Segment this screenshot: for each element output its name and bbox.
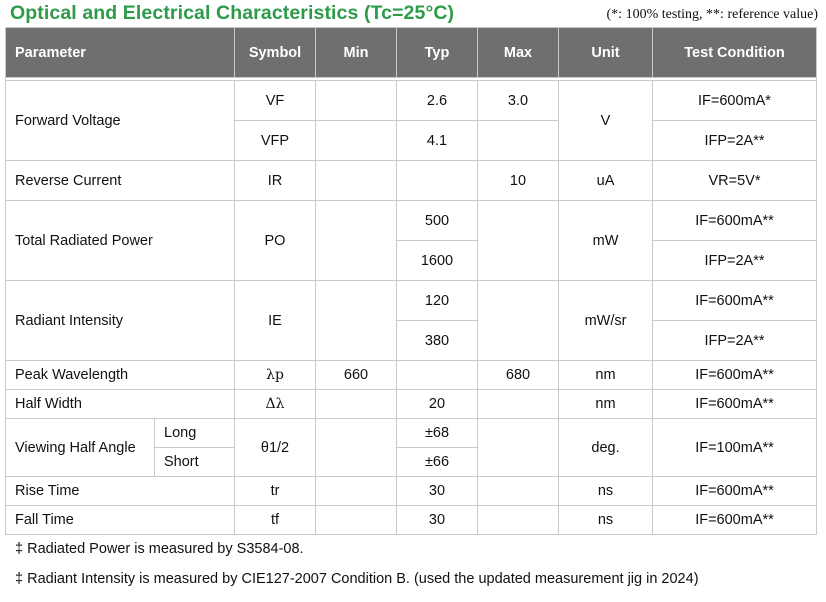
footnote-radiant-intensity: ‡ Radiant Intensity is measured by CIE127-2007 Condition B. (used the updated measurement jig in 2024) (15, 571, 699, 587)
condition-cell: IF=100mA** (653, 419, 817, 477)
min-cell (316, 390, 397, 419)
condition-cell: IF=600mA** (653, 361, 817, 390)
table-row (6, 390, 817, 419)
footnote-radiated-power: ‡ Radiated Power is measured by S3584-08. (15, 541, 304, 557)
unit-cell: deg. (559, 419, 653, 477)
condition-cell: IF=600mA** (653, 506, 817, 535)
unit-cell: uA (559, 161, 653, 201)
param-forward-voltage: Forward Voltage (6, 81, 235, 161)
min-cell: 660 (316, 361, 397, 390)
symbol-cell: VF (235, 81, 316, 121)
min-cell (316, 477, 397, 506)
table-row (6, 81, 817, 121)
max-cell (478, 281, 559, 361)
typ-cell: 4.1 (397, 121, 478, 161)
header-max: Max (478, 28, 559, 78)
min-cell (316, 121, 397, 161)
header-typ: Typ (397, 28, 478, 78)
typ-cell: 380 (397, 321, 478, 361)
symbol-cell: θ1/2 (235, 419, 316, 477)
table-row (6, 281, 817, 321)
typ-cell: 500 (397, 201, 478, 241)
symbol-cell: λp (235, 361, 316, 390)
min-cell (316, 81, 397, 121)
max-cell (478, 201, 559, 281)
symbol-cell: VFP (235, 121, 316, 161)
min-cell (316, 161, 397, 201)
condition-cell: IFP=2A** (653, 121, 817, 161)
symbol-cell: tr (235, 477, 316, 506)
sub-label-short: Short (155, 448, 235, 477)
max-cell (478, 419, 559, 477)
min-cell (316, 506, 397, 535)
max-cell: 10 (478, 161, 559, 201)
typ-cell: 120 (397, 281, 478, 321)
unit-cell: V (559, 81, 653, 161)
param-half-width: Half Width (6, 390, 235, 419)
unit-cell: nm (559, 361, 653, 390)
table-row (6, 506, 817, 535)
table-row (6, 161, 817, 201)
param-radiant-intensity: Radiant Intensity (6, 281, 235, 361)
symbol-cell: IE (235, 281, 316, 361)
param-viewing-half-angle: Viewing Half Angle (6, 419, 155, 477)
table-header-row (6, 28, 817, 78)
symbol-cell: Δλ (235, 390, 316, 419)
min-cell (316, 201, 397, 281)
min-cell (316, 281, 397, 361)
symbol-cell: tf (235, 506, 316, 535)
symbol-cell: PO (235, 201, 316, 281)
condition-cell: VR=5V* (653, 161, 817, 201)
param-rise-time: Rise Time (6, 477, 235, 506)
param-fall-time: Fall Time (6, 506, 235, 535)
unit-cell: mW (559, 201, 653, 281)
max-cell: 680 (478, 361, 559, 390)
header-parameter: Parameter (6, 28, 235, 78)
min-cell (316, 419, 397, 477)
condition-cell: IF=600mA** (653, 201, 817, 241)
condition-cell: IF=600mA** (653, 281, 817, 321)
header-test-condition: Test Condition (653, 28, 817, 78)
typ-cell: 2.6 (397, 81, 478, 121)
unit-cell: ns (559, 506, 653, 535)
max-cell: 3.0 (478, 81, 559, 121)
page-title: Optical and Electrical Characteristics (Tc=25°C) (10, 2, 455, 24)
condition-cell: IFP=2A** (653, 321, 817, 361)
unit-cell: nm (559, 390, 653, 419)
symbol-cell: IR (235, 161, 316, 201)
condition-cell: IFP=2A** (653, 241, 817, 281)
condition-cell: IF=600mA** (653, 390, 817, 419)
header-min: Min (316, 28, 397, 78)
max-cell (478, 390, 559, 419)
max-cell (478, 121, 559, 161)
header-symbol: Symbol (235, 28, 316, 78)
max-cell (478, 506, 559, 535)
reference-note: (*: 100% testing, **: reference value) (606, 7, 818, 22)
param-reverse-current: Reverse Current (6, 161, 235, 201)
sub-label-long: Long (155, 419, 235, 448)
unit-cell: mW/sr (559, 281, 653, 361)
table-row (6, 361, 817, 390)
param-total-radiated-power: Total Radiated Power (6, 201, 235, 281)
typ-cell: ±68 (397, 419, 478, 448)
typ-cell: 30 (397, 477, 478, 506)
typ-cell (397, 361, 478, 390)
max-cell (478, 477, 559, 506)
typ-cell: 1600 (397, 241, 478, 281)
typ-cell: 20 (397, 390, 478, 419)
characteristics-table (5, 27, 817, 535)
typ-cell (397, 161, 478, 201)
header-unit: Unit (559, 28, 653, 78)
condition-cell: IF=600mA* (653, 81, 817, 121)
table-row (6, 201, 817, 241)
table-row (6, 477, 817, 506)
unit-cell: ns (559, 477, 653, 506)
condition-cell: IF=600mA** (653, 477, 817, 506)
param-peak-wavelength: Peak Wavelength (6, 361, 235, 390)
table-row (6, 419, 817, 448)
typ-cell: 30 (397, 506, 478, 535)
typ-cell: ±66 (397, 448, 478, 477)
